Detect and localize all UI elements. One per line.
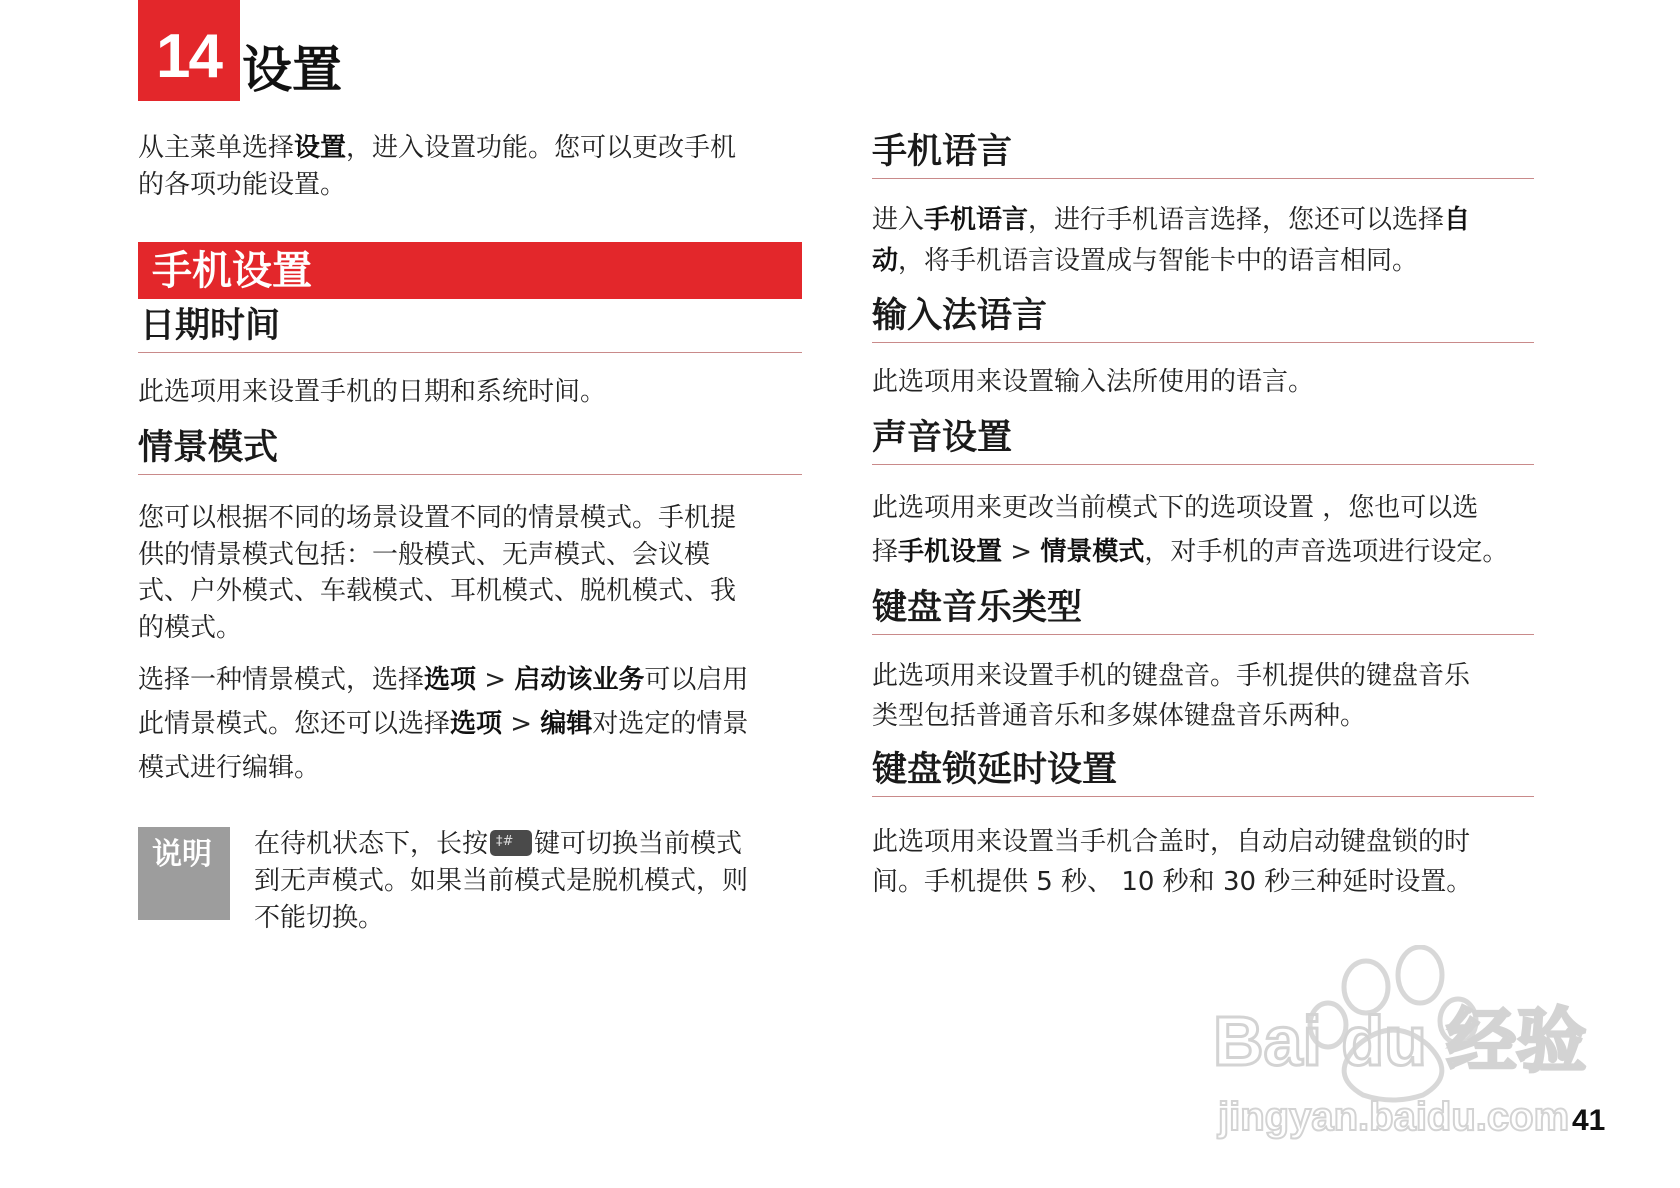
paragraph-line: 到无声模式。如果当前模式是脱机模式，则 — [254, 866, 749, 896]
paragraph-line — [872, 200, 1470, 241]
intro-bold-settings: 设置 — [294, 133, 347, 163]
paragraph-line — [254, 826, 814, 863]
intro-text-line2: 的各项功能设置。 — [138, 170, 347, 200]
heading-phone-language: 手机语言 — [872, 132, 1013, 172]
heading-date-time: 日期时间 — [140, 306, 281, 346]
divider — [872, 342, 1534, 343]
divider — [872, 464, 1534, 465]
bold-options: 选项 — [450, 709, 503, 739]
phone-language-text — [872, 200, 1470, 282]
paragraph-line — [138, 658, 748, 702]
divider — [872, 634, 1534, 635]
text-run: ，将手机语言设置成与智能卡中的语言相同。 — [898, 246, 1419, 276]
input-language-text: 此选项用来设置输入法所使用的语言。 — [872, 367, 1315, 397]
divider — [872, 178, 1534, 179]
baidu-watermark — [1208, 945, 1608, 1145]
bold-edit: 编辑 — [540, 709, 593, 739]
bold-phone-language: 手机语言 — [924, 205, 1029, 235]
intro-text: ，进入设置功能。您可以更改手机 — [346, 133, 737, 163]
bold-scene-mode: 情景模式 — [1040, 537, 1145, 567]
paragraph-line: 此选项用来设置手机的键盘音。手机提供的键盘音乐 — [872, 661, 1471, 691]
paragraph-line: 类型包括普通音乐和多媒体键盘音乐两种。 — [872, 701, 1367, 731]
paragraph-line: 供的情景模式包括：一般模式、无声模式、会议模 — [138, 539, 711, 570]
heading-keylock-delay: 键盘锁延时设置 — [872, 750, 1118, 790]
text-run: 进入 — [872, 205, 925, 235]
heading-scene-mode: 情景模式 — [138, 428, 279, 468]
bold-auto: 动 — [872, 246, 899, 276]
hash-key-icon — [490, 830, 532, 856]
paragraph-line: 间。手机提供 5 秒、 10 秒和 30 秒三种延时设置。 — [872, 867, 1473, 897]
bold-activate: 启动该业务 — [514, 665, 645, 695]
text-run: ，对手机的声音选项进行设定。 — [1144, 537, 1509, 567]
paragraph-line: 不能切换。 — [254, 903, 385, 933]
paragraph-line: 的模式。 — [138, 612, 243, 643]
divider — [138, 352, 802, 353]
note-tag — [138, 827, 230, 920]
section-banner-title: 手机设置 — [152, 248, 312, 294]
paragraph-line — [138, 702, 748, 746]
watermark-brand: Bai du 经验 — [1213, 1002, 1587, 1080]
text-run: 选择一种情景模式，选择 — [138, 665, 425, 695]
paragraph-line: 式、户外模式、车载模式、耳机模式、脱机模式、我 — [138, 576, 737, 606]
divider — [138, 474, 802, 475]
section-banner — [138, 242, 802, 299]
scene-mode-paragraph-1 — [138, 500, 736, 646]
page-number: 41 — [1572, 1104, 1606, 1137]
keypad-tone-text — [872, 656, 1470, 736]
text-run: 在待机状态下，长按 — [254, 829, 489, 859]
paragraph-line — [872, 530, 1508, 574]
text-run: 键可切换当前模式 — [534, 829, 743, 859]
paragraph-line: 此选项用来设置当手机合盖时，自动启动键盘锁的时 — [872, 827, 1471, 857]
text-run: 可以启用 — [644, 665, 749, 695]
bold-options: 选项 — [424, 665, 477, 695]
text-run: > — [476, 665, 515, 695]
bold-phone-settings: 手机设置 — [898, 537, 1003, 567]
watermark-url: jingyan.baidu.com — [1218, 1095, 1570, 1139]
keylock-delay-text — [872, 822, 1472, 902]
heading-keypad-tone: 键盘音乐类型 — [872, 588, 1083, 628]
chapter-number-box — [138, 0, 240, 101]
bold-auto: 自 — [1444, 205, 1471, 235]
intro-text: 从主菜单选择 — [138, 133, 295, 163]
text-run: 此情景模式。您还可以选择 — [138, 709, 451, 739]
paragraph-line — [872, 241, 1470, 282]
paragraph-line: 模式进行编辑。 — [138, 753, 321, 783]
scene-mode-paragraph-2 — [138, 658, 748, 790]
text-run: 择 — [872, 537, 899, 567]
intro-paragraph — [138, 130, 818, 204]
note-text — [254, 826, 814, 937]
heading-sound-settings: 声音设置 — [872, 418, 1013, 458]
note-tag-label: 说明 — [152, 837, 212, 872]
paragraph-line: 此选项用来更改当前模式下的选项设置 ，您也可以选 — [872, 493, 1479, 523]
text-run: > — [502, 709, 541, 739]
chapter-title: 设置 — [242, 41, 342, 99]
text-run: ，进行手机语言选择，您还可以选择 — [1028, 205, 1445, 235]
paw-icon — [1208, 945, 1608, 1145]
text-run: 对选定的情景 — [592, 709, 749, 739]
divider — [872, 796, 1534, 797]
paragraph-line: 您可以根据不同的场景设置不同的情景模式。手机提 — [138, 503, 737, 533]
heading-input-language: 输入法语言 — [872, 296, 1048, 336]
sound-settings-text — [872, 486, 1508, 574]
date-time-text: 此选项用来设置手机的日期和系统时间。 — [138, 377, 607, 407]
text-run: > — [1002, 537, 1041, 567]
chapter-number: 14 — [156, 22, 221, 91]
